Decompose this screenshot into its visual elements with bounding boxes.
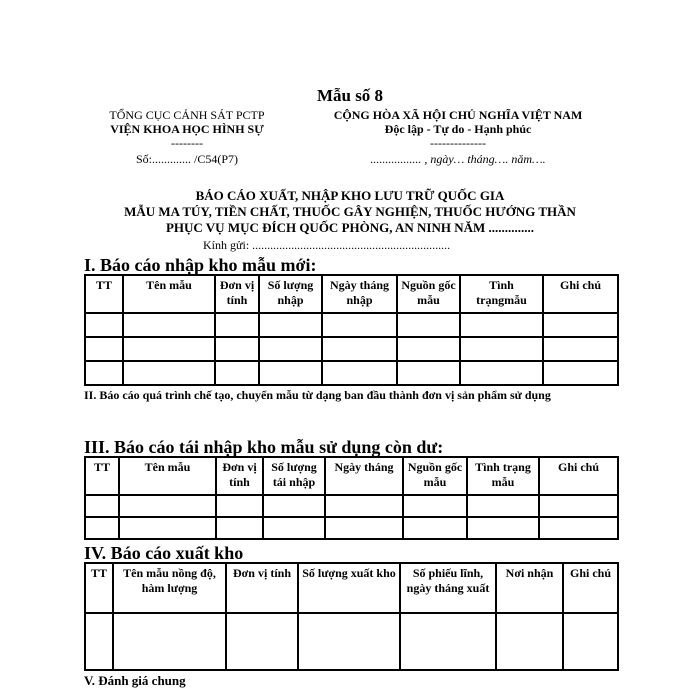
table-row xyxy=(85,613,618,670)
col-date: Ngày tháng nhập xyxy=(322,275,397,313)
col-status: Tình trạngmẫu xyxy=(460,275,543,313)
col-unit: Đơn vị tính xyxy=(215,275,259,313)
col-slip-number-date: Số phiếu lĩnh, ngày tháng xuất xyxy=(400,563,496,613)
col-notes: Ghi chú xyxy=(563,563,618,613)
section-2-heading: II. Báo cáo quá trình chế tạo, chuyển mẫu từ dạng ban đầu thành đơn vị sản phẩm sử dụng xyxy=(84,388,551,402)
col-unit: Đơn vị tính xyxy=(216,457,263,495)
right-divider: -------------- xyxy=(430,136,486,150)
col-tt: TT xyxy=(85,563,113,613)
section-5-heading: V. Đánh giá chung xyxy=(84,673,186,688)
table-row xyxy=(85,361,618,385)
table-header-row xyxy=(85,457,618,495)
left-header xyxy=(82,108,292,166)
table-header-row xyxy=(85,563,618,613)
col-notes: Ghi chú xyxy=(543,275,618,313)
country-name: CỘNG HÒA XÃ HỘI CHỦ NGHĨA VIỆT NAM xyxy=(333,108,583,122)
agency-parent: TỔNG CỤC CẢNH SÁT PCTP xyxy=(109,108,265,122)
col-date: Ngày tháng xyxy=(325,457,403,495)
title-line-2: MẪU MA TÚY, TIỀN CHẤT, THUỐC GÂY NGHIỆN, THUỐC HƯỚNG THẦN xyxy=(124,204,576,219)
left-divider: -------- xyxy=(171,136,203,150)
col-status: Tình trạng mẫu xyxy=(467,457,539,495)
section-1-heading: I. Báo cáo nhập kho mẫu mới: xyxy=(84,255,317,275)
col-origin: Nguồn gốc mẫu xyxy=(397,275,460,313)
motto: Độc lập - Tự do - Hạnh phúc xyxy=(384,122,532,136)
date-line: ................. , ngày… tháng…. năm…. xyxy=(370,152,546,166)
section-1-table xyxy=(84,274,619,386)
col-unit: Đơn vị tính xyxy=(226,563,298,613)
col-reimport-quantity: Số lượng tái nhập xyxy=(263,457,325,495)
col-tt: TT xyxy=(85,275,123,313)
col-sample-name: Tên mẫu xyxy=(123,275,215,313)
report-title xyxy=(60,188,640,236)
table-header-row xyxy=(85,275,618,313)
table-row xyxy=(85,495,618,517)
section-4-heading: IV. Báo cáo xuất kho xyxy=(84,543,244,563)
table-row xyxy=(85,517,618,539)
col-recipient: Nơi nhận xyxy=(496,563,563,613)
document-number: Số:............. /C54(P7) xyxy=(135,152,238,166)
table-row xyxy=(85,313,618,337)
col-quantity: Số lượng nhập xyxy=(259,275,322,313)
section-3-table xyxy=(84,456,619,540)
form-number: Mẫu số 8 xyxy=(316,86,384,105)
table-row xyxy=(85,337,618,361)
col-origin: Nguồn gốc mẫu xyxy=(403,457,467,495)
recipient-line: Kính gửi: .................................................................. xyxy=(203,238,451,252)
right-header xyxy=(298,108,618,166)
section-4-table xyxy=(84,562,619,671)
section-3-heading: III. Báo cáo tái nhập kho mẫu sử dụng còn dư: xyxy=(84,437,444,457)
col-notes: Ghi chú xyxy=(539,457,618,495)
agency-name: VIỆN KHOA HỌC HÌNH SỰ xyxy=(110,122,264,136)
col-sample-concentration: Tên mẫu nồng độ, hàm lượng xyxy=(113,563,226,613)
title-line-1: BÁO CÁO XUẤT, NHẬP KHO LƯU TRỮ QUỐC GIA xyxy=(195,188,505,203)
col-tt: TT xyxy=(85,457,119,495)
col-export-quantity: Số lượng xuất kho xyxy=(298,563,400,613)
title-line-3: PHỤC VỤ MỤC ĐÍCH QUỐC PHÒNG, AN NINH NĂM .............. xyxy=(165,220,535,235)
col-sample-name: Tên mẫu xyxy=(119,457,216,495)
